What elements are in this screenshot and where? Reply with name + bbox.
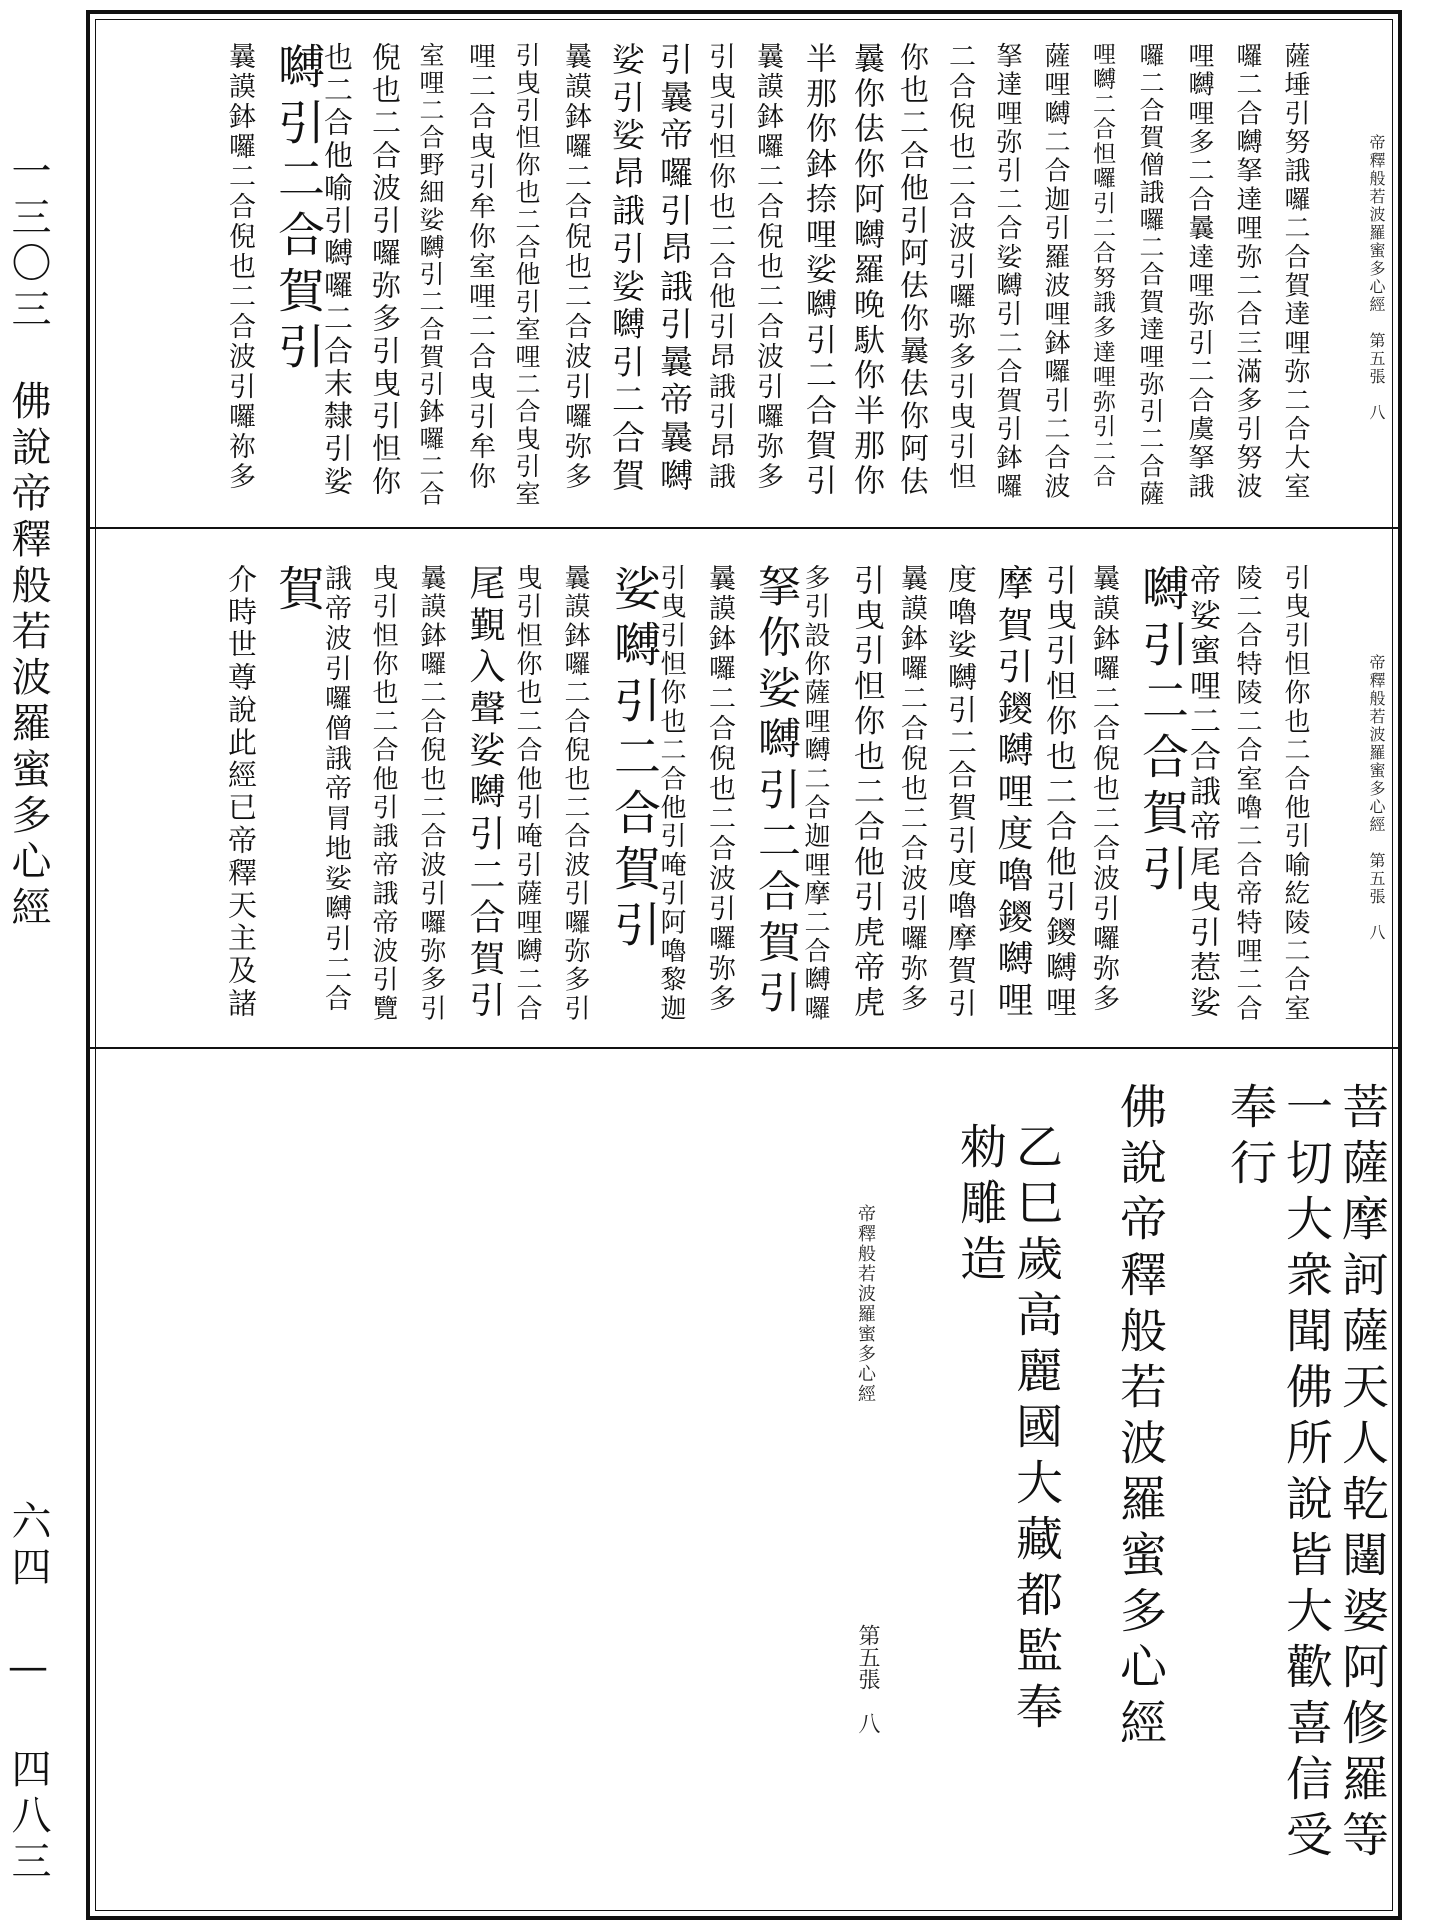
text-column: 曳引怛你也二合他引唵引薩哩嚩二合: [512, 564, 542, 1024]
text-column: 也二合他喻引嚩囉二合末隸引娑: [320, 42, 354, 499]
text-column: 曩謨鉢囉二合倪也二合波引囉弥多引: [416, 564, 446, 1024]
text-column: 嚩引二合賀引: [270, 42, 325, 378]
text-column: 曩謨鉢囉二合倪也二合波引囉弥多: [1088, 564, 1119, 1014]
text-column: 曩謨鉢囉二合倪也二合波引囉弥多: [896, 564, 927, 1014]
text-column: 尾覲入聲娑嚩引二合賀引: [464, 564, 505, 1023]
text-column: 賀: [270, 564, 325, 620]
text-column: 哩嚩二合怛囉引二合努誐多達哩弥引二合: [1089, 42, 1115, 489]
text-column: 曩你佉你阿嚩羅晚馱你半那你: [848, 42, 884, 500]
text-column: 嚩引二合賀引: [1134, 564, 1189, 900]
colophon-title: 佛說帝釋般若波羅蜜多心經: [1112, 1082, 1167, 1754]
text-column: 度嚕娑嚩引二合賀引度嚕摩賀引: [944, 564, 978, 1021]
text-column: 二合倪也二合波引囉弥多引曳引怛: [944, 42, 975, 492]
text-column: 陵二合特陵二合室嚕二合帝特哩二合: [1232, 564, 1262, 1024]
text-column: 介時世尊說此經已帝釋天主及諸: [224, 564, 258, 1021]
text-column: 娑嚩引二合賀引: [606, 564, 661, 956]
text-column: 囉二合嚩拏達哩弥二合三滿多引努波: [1232, 42, 1262, 502]
text-column: 引曳引怛你也二合他引唵引阿嚕黎迦: [656, 564, 686, 1024]
text-column: 囉二合賀僧誐囉二合賀達哩弥引二合薩: [1136, 42, 1165, 508]
lower-block-slip-number: 第五張 八: [855, 1624, 880, 1734]
text-column: 引曳引怛你也二合他引室哩二合曳引室: [512, 42, 541, 508]
text-column: 帝娑蜜哩二合誐帝尾曳引惹娑: [1184, 564, 1220, 1022]
text-column: 曩謨鉢囉二合倪也二合波引囉弥多: [752, 42, 783, 492]
lower-block-slip: 帝釋般若波羅蜜多心經: [855, 1204, 876, 1404]
text-column: 你也二合他引阿佉你曩佉你阿佉: [896, 42, 930, 499]
upper-block-slip: 帝釋般若波羅蜜多心經 第五張 八: [1367, 134, 1386, 422]
text-column: 倪也二合波引囉弥多引曳引怛你: [368, 42, 402, 499]
text-column: 拏達哩弥引二合娑嚩引二合賀引鉢囉: [992, 42, 1022, 502]
text-column: 哩嚩哩多二合曩達哩弥引二合虞拏誐: [1184, 42, 1214, 502]
text-column: 菩薩摩訶薩天人乾闥婆阿修羅等: [1334, 1082, 1389, 1866]
margin-page-number: 六四 — 四八三: [5, 1500, 51, 1886]
text-column: 摩賀引鑁嚩哩度嚕鑁嚩哩: [992, 564, 1033, 1023]
text-column: 室哩二合野細娑嚩引二合賀引鉢囉二合: [416, 42, 445, 508]
text-column: 哩二合曳引牟你室哩二合曳引牟你: [464, 42, 495, 492]
text-column: 曩謨鉢囉二合倪也二合波引囉弥多引: [560, 564, 590, 1024]
text-column: 多引設你薩哩嚩二合迦哩摩二合嚩囉: [800, 564, 830, 1024]
text-column: 引曩帝囉引昂誐引曩帝曩嚩: [655, 42, 694, 496]
text-column: 一切大衆聞佛所說皆大歡喜信受: [1278, 1082, 1333, 1866]
text-column: 引曳引怛你也二合他引虎帝虎: [848, 564, 884, 1022]
panel-divider-upper: [90, 527, 1398, 529]
text-column: 曩謨鉢囉二合倪也二合波引囉弥多: [704, 564, 735, 1014]
colophon-line: 勑雕造: [952, 1122, 1007, 1290]
text-column: 半那你鉢捺哩娑嚩引二合賀引: [800, 42, 836, 500]
text-column: 曩謨鉢囉二合倪也二合波引囉祢多: [224, 42, 255, 492]
text-column: 曳引怛你也二合他引誐帝誐帝波引覽: [368, 564, 398, 1024]
text-column: 引曳引怛你也二合他引昂誐引昂誐: [704, 42, 735, 492]
margin-title: 一三〇三 佛說帝釋般若波羅蜜多心經: [5, 150, 51, 932]
colophon-line: 乙巳歲高麗國大藏都監奉: [1008, 1122, 1063, 1738]
text-column: 薩哩嚩二合迦引羅波哩鉢囉引二合波: [1040, 42, 1070, 502]
panel-divider-lower: [90, 1047, 1398, 1049]
text-column: 娑引娑昂誐引娑嚩引二合賀: [607, 42, 646, 496]
text-column: 引曳引怛你也二合他引鑁嚩哩: [1040, 564, 1076, 1022]
page-frame: [86, 10, 1402, 1920]
text-column: 拏你娑嚩引二合賀引: [751, 564, 801, 1022]
text-column: 引曳引怛你也二合他引喻紇陵二合室: [1280, 564, 1310, 1024]
text-column: 曩謨鉢囉二合倪也二合波引囉弥多: [560, 42, 591, 492]
text-column: 誐帝波引囉僧誐帝冐地娑嚩引二合: [320, 564, 351, 1014]
text-column: 薩埵引努誐囉二合賀達哩弥二合大室: [1280, 42, 1310, 502]
middle-block-slip: 帝釋般若波羅蜜多心經 第五張 八: [1367, 654, 1386, 942]
text-column: 奉行: [1222, 1082, 1277, 1194]
